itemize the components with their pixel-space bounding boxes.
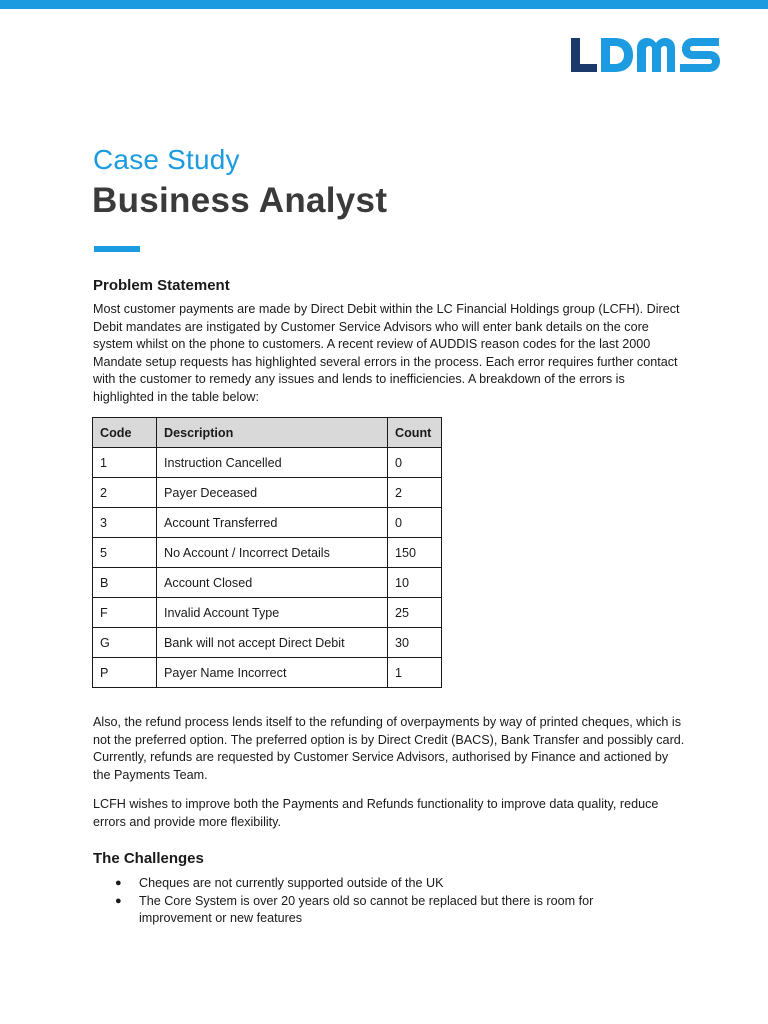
cell-code: P	[93, 658, 157, 688]
cell-code: F	[93, 598, 157, 628]
cell-description: Account Closed	[157, 568, 388, 598]
ldms-logo	[569, 36, 721, 74]
cell-description: Payer Deceased	[157, 478, 388, 508]
column-header-code: Code	[93, 418, 157, 448]
cell-code: 2	[93, 478, 157, 508]
cell-code: 3	[93, 508, 157, 538]
table-row	[93, 628, 442, 658]
cell-count: 2	[388, 478, 442, 508]
bullet-icon: ●	[115, 894, 122, 907]
cell-description: Account Transferred	[157, 508, 388, 538]
column-header-description: Description	[157, 418, 388, 448]
cell-code: B	[93, 568, 157, 598]
cell-description: Invalid Account Type	[157, 598, 388, 628]
auddis-error-table	[92, 417, 442, 688]
cell-code: 1	[93, 448, 157, 478]
problem-statement-paragraph: Most customer payments are made by Direct Debit within the LC Financial Holdings group (LCFH). Direct Debit mandates are instigated by Customer Service Advisors who will enter bank details on the core system whilst on the phone to customers. A recent review of AUDDIS reason codes for the last 2000 Mandate setup requests has highlighted several errors in the process. Each error requires further contact with the customer to remedy any issues and lends to inefficiencies. A breakdown of the errors is highlighted in the table below:	[93, 302, 680, 404]
table-row	[93, 448, 442, 478]
cell-count: 10	[388, 568, 442, 598]
page-title: Business Analyst	[92, 181, 388, 220]
table-row	[93, 538, 442, 568]
column-header-count: Count	[388, 418, 442, 448]
list-item	[93, 893, 613, 928]
cell-description: Bank will not accept Direct Debit	[157, 628, 388, 658]
challenges-heading: The Challenges	[93, 850, 204, 867]
cell-code: 5	[93, 538, 157, 568]
cell-count: 1	[388, 658, 442, 688]
bullet-icon: ●	[115, 877, 122, 889]
refunds-paragraph: Also, the refund process lends itself to the refunding of overpayments by way of printed cheques, which is not the preferred option. The preferred option is by Direct Credit (BACS), Bank Transfer and possibly card. Currently, refunds are requested by Customer Service Advisors, authorised by Finance and actioned by the Payments Team.	[93, 715, 685, 782]
improvement-paragraph: LCFH wishes to improve both the Payments and Refunds functionality to improve data quality, reduce errors and provide more flexibility.	[93, 797, 659, 829]
list-item-text: The Core System is over 20 years old so cannot be replaced but there is room for improvement or new features	[139, 893, 594, 926]
top-accent-bar	[0, 0, 768, 9]
challenges-list	[93, 875, 613, 928]
cell-description: No Account / Incorrect Details	[157, 538, 388, 568]
page-subtitle: Case Study	[93, 144, 240, 175]
cell-description: Payer Name Incorrect	[157, 658, 388, 688]
table-row	[93, 508, 442, 538]
title-accent-rule	[94, 246, 140, 252]
cell-count: 0	[388, 448, 442, 478]
list-item-text: Cheques are not currently supported outside of the UK	[139, 876, 444, 890]
list-item	[93, 875, 613, 893]
table-header-row	[93, 418, 442, 448]
cell-count: 150	[388, 538, 442, 568]
cell-description: Instruction Cancelled	[157, 448, 388, 478]
table-row	[93, 658, 442, 688]
cell-count: 30	[388, 628, 442, 658]
cell-count: 25	[388, 598, 442, 628]
cell-count: 0	[388, 508, 442, 538]
cell-code: G	[93, 628, 157, 658]
table-row	[93, 478, 442, 508]
table-row	[93, 598, 442, 628]
table-row	[93, 568, 442, 598]
problem-statement-heading: Problem Statement	[93, 277, 230, 294]
